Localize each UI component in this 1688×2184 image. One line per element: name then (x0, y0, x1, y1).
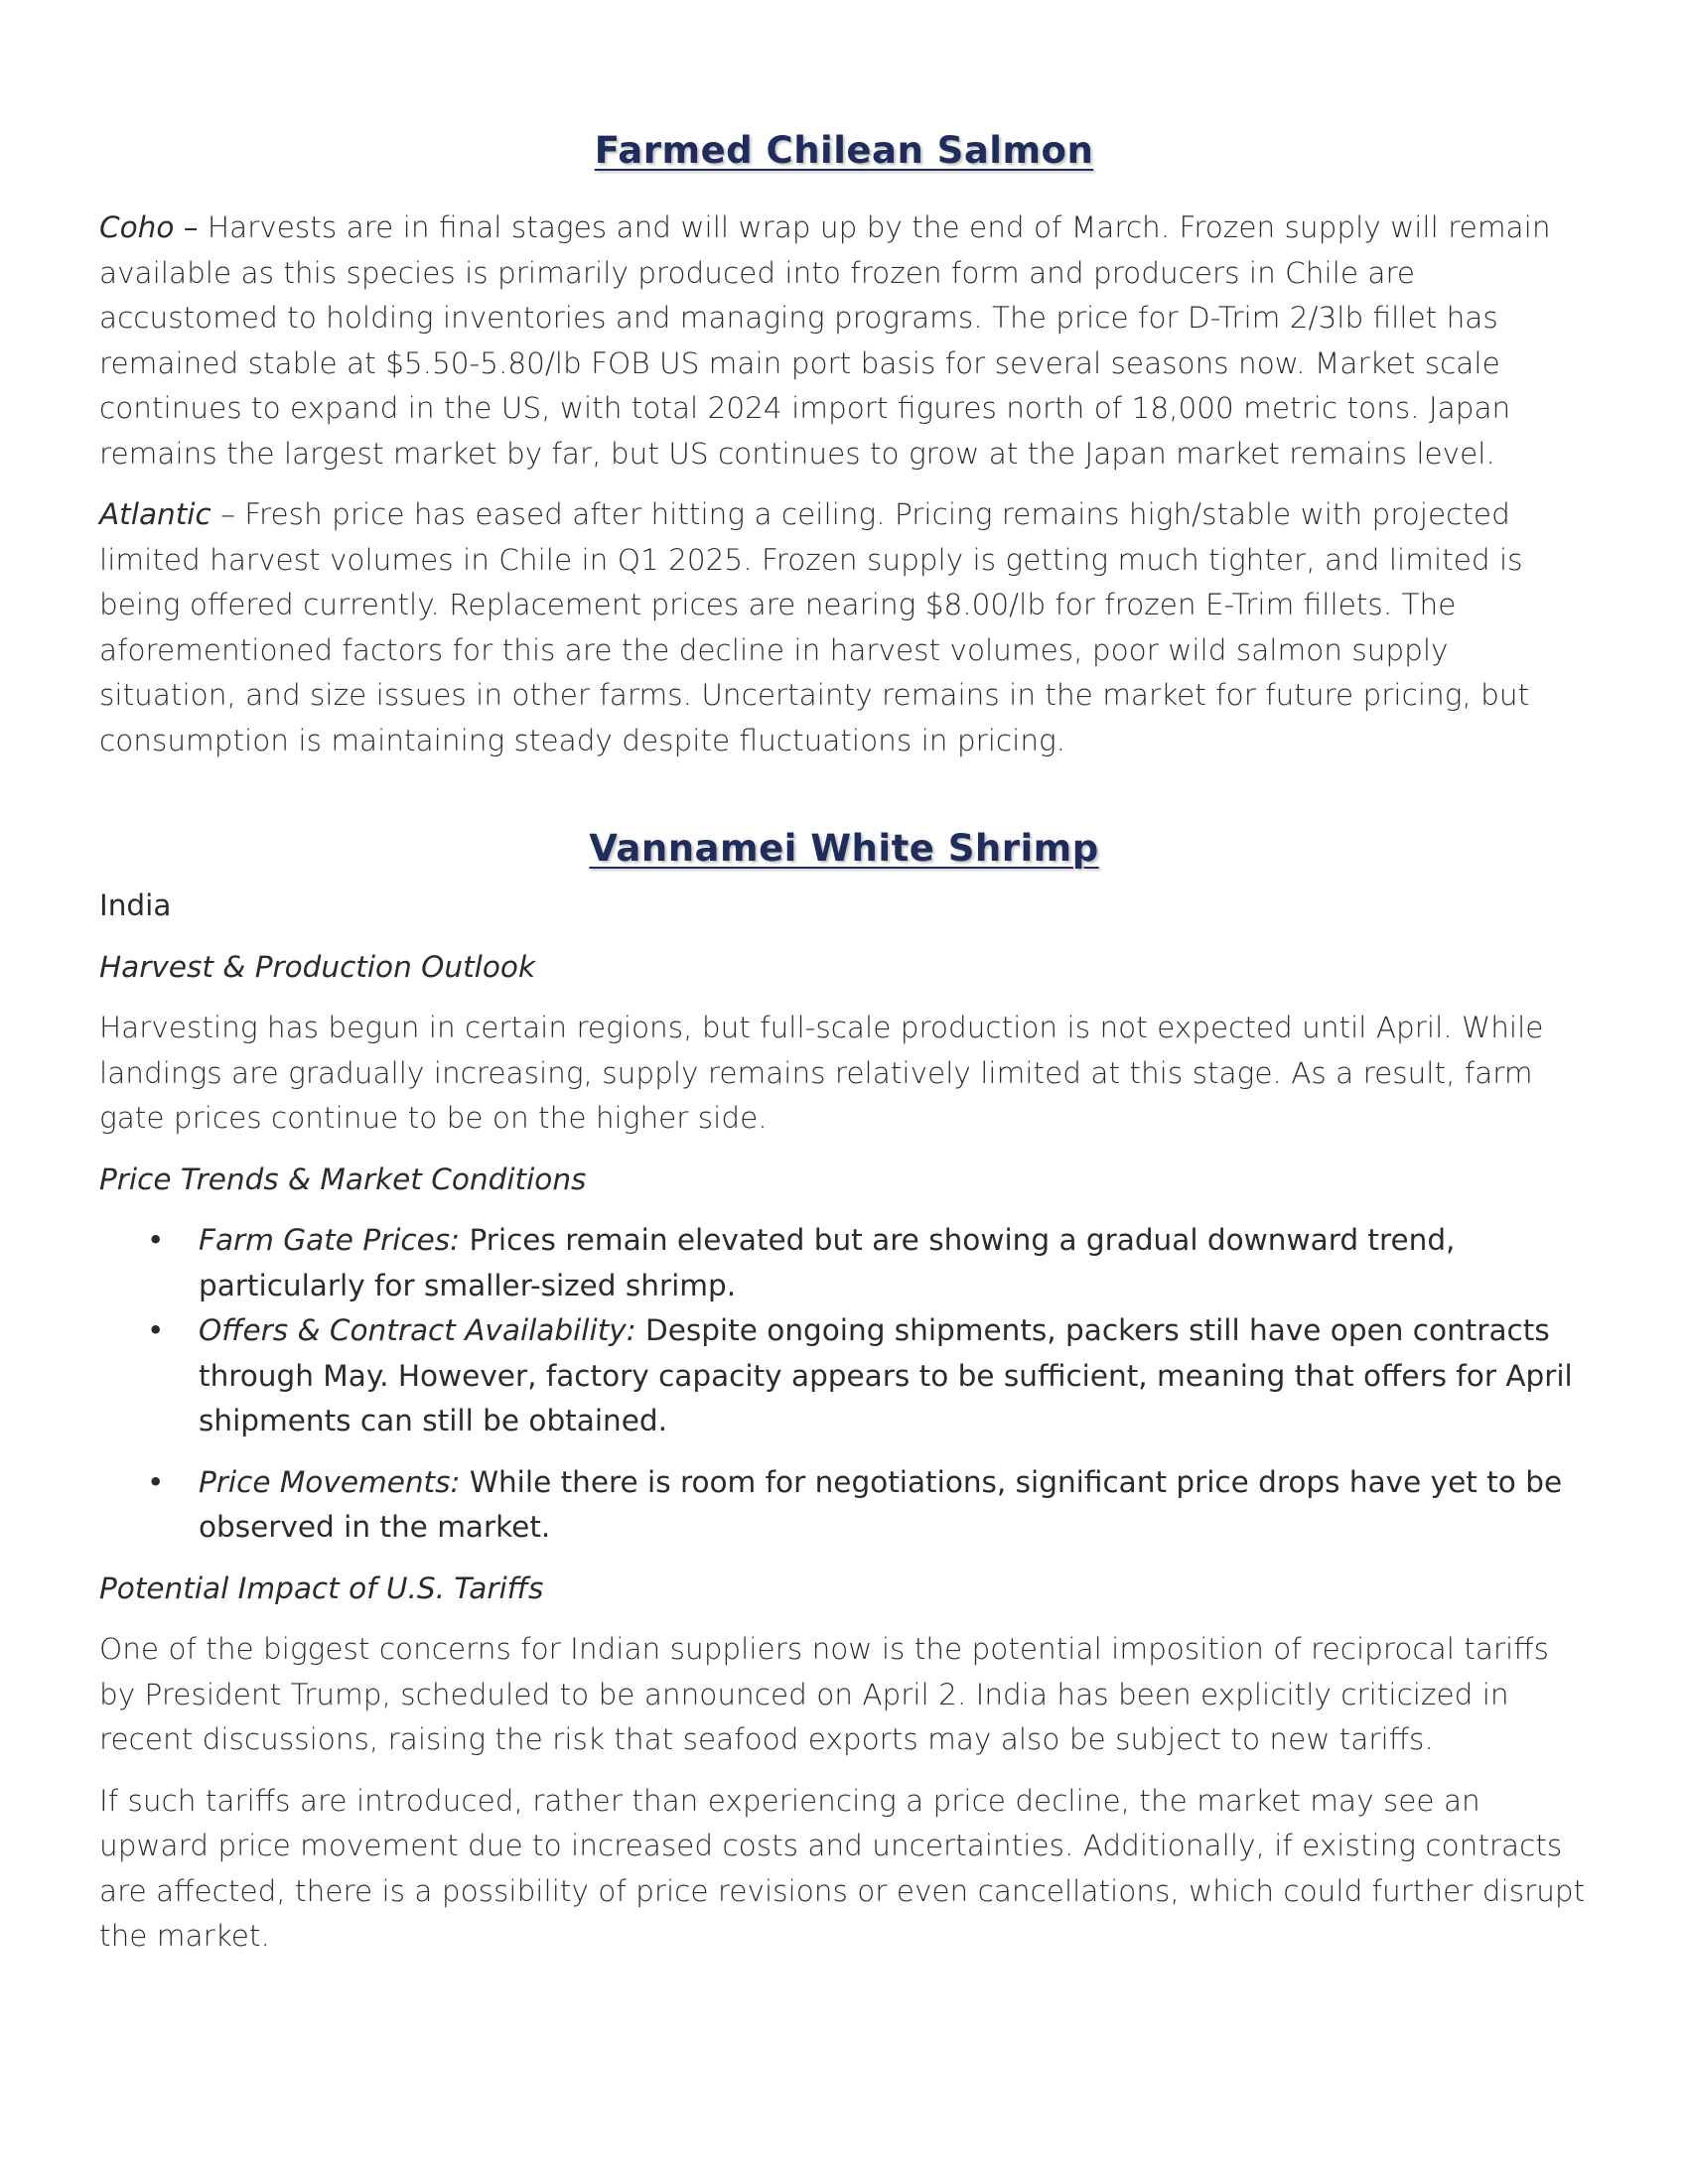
salmon-section-title: Farmed Chilean Salmon (594, 129, 1094, 172)
bullet-label: Price Movements: (199, 1464, 461, 1499)
atlantic-label: Atlantic (99, 497, 211, 531)
bullet-icon: • (147, 1464, 165, 1499)
coho-paragraph (99, 205, 1589, 477)
bullet-icon: • (147, 1223, 165, 1257)
bullet-offers-contract (99, 1308, 1589, 1444)
tariffs-paragraph-1: One of the biggest concerns for Indian suppliers now is the potential imposition of reciprocal tariffs by President Trump, scheduled to be announced on April 2. India has been explicitly criticized in recent discussions, raising the risk that seafood exports may also be subject to new tariffs. (99, 1632, 1549, 1756)
tariffs-subheading: Potential Impact of U.S. Tariffs (99, 1570, 544, 1605)
harvest-paragraph: Harvesting has begun in certain regions, but full-scale production is not expected until April. While landings are gradually increasing, supply remains relatively limited at this stage. As a result, farm gate prices continue to be on the higher side. (99, 1011, 1544, 1135)
price-subheading: Price Trends & Market Conditions (99, 1161, 587, 1196)
coho-label: Coho (99, 210, 175, 244)
harvest-subheading: Harvest & Production Outlook (99, 949, 536, 984)
bullet-text: Despite ongoing shipments, packers still have open contracts through May. However, factory capacity appears to be sufficient, meaning that offers for April shipments can still be obtained. (199, 1313, 1573, 1437)
coho-dash: – (174, 210, 208, 244)
bullet-label: Farm Gate Prices: (199, 1223, 461, 1257)
document-page (99, 129, 1589, 1976)
atlantic-dash: – (211, 497, 245, 531)
atlantic-text: Fresh price has eased after hitting a ceiling. Pricing remains high/stable with projected limited harvest volumes in Chile in Q1 2025. Frozen supply is getting much tighter, and limited is being offered currently. Replacement prices are nearing $8.00/lb for frozen E-Trim fillets. The aforementioned factors for this are the decline in harvest volumes, poor wild salmon supply situation, and size issues in other farms. Uncertainty remains in the market for future pricing, but consumption is maintaining steady despite fluctuations in pricing. (99, 497, 1530, 757)
region-heading-india: India (99, 888, 172, 922)
bullet-text: While there is room for negotiations, significant price drops have yet to be observed in the market. (199, 1464, 1563, 1544)
price-bullet-list (99, 1218, 1589, 1551)
atlantic-paragraph (99, 492, 1589, 763)
bullet-farm-gate-prices (99, 1218, 1589, 1308)
coho-text: Harvests are in final stages and will wrap up by the end of March. Frozen supply will remain available as this species is primarily produced into frozen form and producers in Chile are accustomed to holding inventories and managing programs. The price for D-Trim 2/3lb fillet has remained stable at $5.50-5.80/lb FOB US main port basis for several seasons now. Market scale continues to expand in the US, with total 2024 import figures north of 18,000 metric tons. Japan remains the largest market by far, but US continues to grow at the Japan market remains level. (99, 210, 1551, 471)
bullet-icon: • (147, 1313, 165, 1347)
bullet-text: Prices remain elevated but are showing a gradual downward trend, particularly for smaller-sized shrimp. (199, 1223, 1456, 1302)
bullet-price-movements (99, 1460, 1589, 1551)
bullet-label: Offers & Contract Availability: (199, 1313, 636, 1347)
tariffs-paragraph-2: If such tariffs are introduced, rather than experiencing a price decline, the market may see an upward price movement due to increased costs and uncertainties. Additionally, if existing contracts are affected, there is a possibility of price revisions or even cancellations, which could further disrupt the market. (99, 1783, 1586, 1953)
shrimp-section-title: Vannamei White Shrimp (589, 827, 1099, 870)
